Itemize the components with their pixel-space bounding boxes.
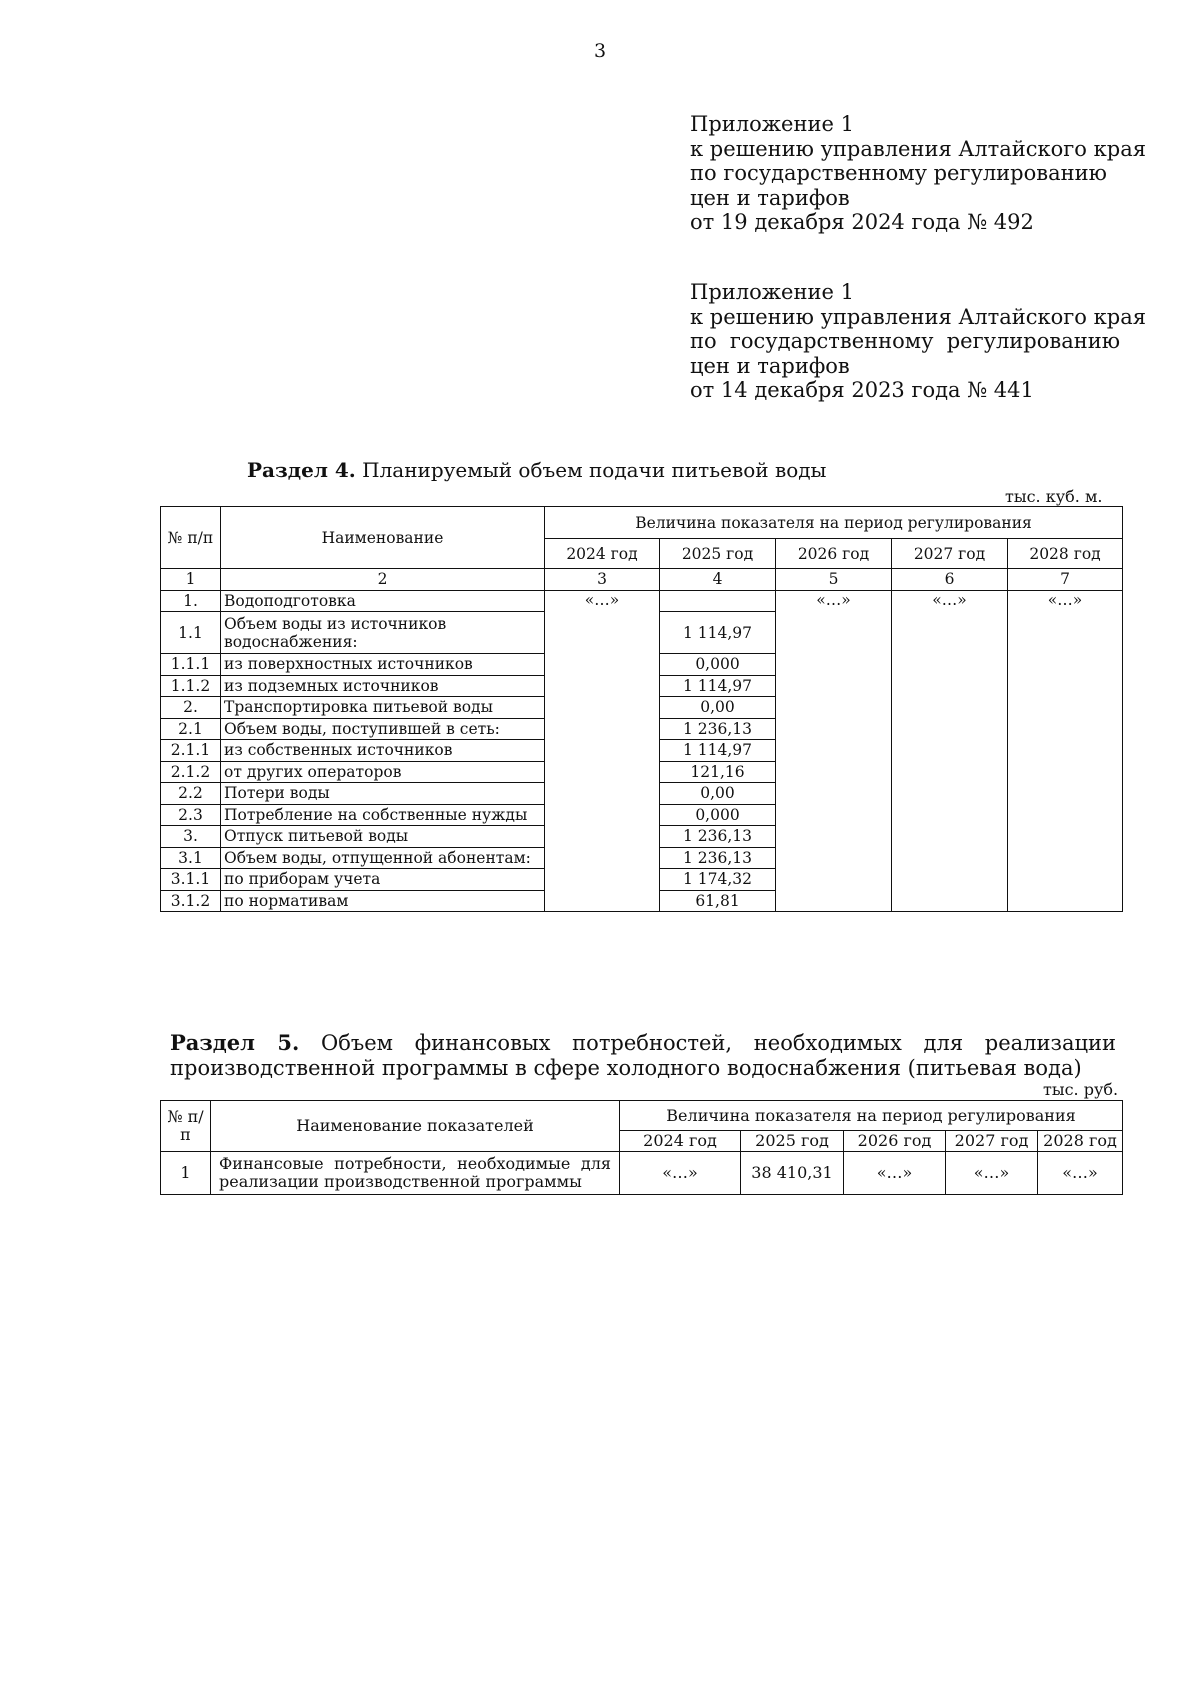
value-2026: «…» [844, 1152, 946, 1195]
empty-cell [892, 783, 1008, 805]
empty-cell [776, 783, 892, 805]
table-row [161, 675, 1123, 697]
row-name: Потери воды [221, 783, 545, 805]
row-name: Транспортировка питьевой воды [221, 697, 545, 719]
column-number: 1 [161, 569, 221, 591]
value-2027: «…» [946, 1152, 1038, 1195]
empty-cell [776, 869, 892, 891]
empty-cell [545, 697, 660, 719]
column-number: 4 [660, 569, 776, 591]
value-2025: 61,81 [660, 890, 776, 912]
row-name: из подземных источников [221, 675, 545, 697]
appendix-line: от 19 декабря 2024 года № 492 [690, 210, 1034, 234]
row-num: 3.1.1 [161, 869, 221, 891]
header-num: № п/п [161, 507, 221, 569]
empty-cell [545, 890, 660, 912]
empty-cell [545, 783, 660, 805]
empty-cell [545, 675, 660, 697]
table-row [161, 804, 1123, 826]
appendix-previous [690, 280, 1146, 403]
page-number: 3 [593, 40, 607, 62]
table-row [161, 847, 1123, 869]
value-2024: «…» [545, 590, 660, 612]
section5-title-label: Раздел 5. [170, 1030, 300, 1055]
header-num: № п/п [161, 1101, 211, 1152]
empty-cell [892, 740, 1008, 762]
header-year: 2026 год [776, 539, 892, 569]
column-number: 3 [545, 569, 660, 591]
table-row [161, 654, 1123, 676]
table-row [161, 697, 1123, 719]
row-num: 3.1.2 [161, 890, 221, 912]
empty-cell [776, 804, 892, 826]
row-name: из поверхностных источников [221, 654, 545, 676]
empty-cell [545, 826, 660, 848]
header-period: Величина показателя на период регулирования [620, 1101, 1123, 1131]
empty-cell [1008, 869, 1123, 891]
header-year: 2027 год [892, 539, 1008, 569]
empty-cell [545, 612, 660, 654]
empty-cell [1008, 654, 1123, 676]
empty-cell [892, 612, 1008, 654]
section4-title-text: Планируемый объем подачи питьевой воды [362, 458, 827, 482]
row-num: 2.3 [161, 804, 221, 826]
table-row [161, 826, 1123, 848]
empty-cell [545, 869, 660, 891]
empty-cell [1008, 697, 1123, 719]
empty-cell [545, 740, 660, 762]
empty-cell [892, 826, 1008, 848]
header-year: 2028 год [1008, 539, 1123, 569]
row-num: 1.1.2 [161, 675, 221, 697]
empty-cell [776, 847, 892, 869]
header-year: 2028 год [1038, 1131, 1123, 1152]
header-name: Наименование [221, 507, 545, 569]
row-num: 2.1.1 [161, 740, 221, 762]
header-name: Наименование показателей [211, 1101, 620, 1152]
table-row [161, 590, 1123, 612]
value-2025: 0,000 [660, 654, 776, 676]
row-num: 2. [161, 697, 221, 719]
row-num: 3.1 [161, 847, 221, 869]
empty-cell [776, 740, 892, 762]
empty-cell [776, 675, 892, 697]
value-2027: «…» [892, 590, 1008, 612]
section4-title-label: Раздел 4. [247, 458, 356, 482]
value-2025: 1 114,97 [660, 740, 776, 762]
empty-cell [892, 675, 1008, 697]
appendix-current [690, 112, 1146, 235]
value-2028: «…» [1008, 590, 1123, 612]
empty-cell [892, 890, 1008, 912]
empty-cell [1008, 761, 1123, 783]
section5-title [170, 1030, 1116, 1081]
column-number: 5 [776, 569, 892, 591]
value-2025: 1 114,97 [660, 675, 776, 697]
header-year: 2025 год [741, 1131, 844, 1152]
empty-cell [776, 697, 892, 719]
section5-unit: тыс. руб. [1043, 1080, 1119, 1099]
row-name: по нормативам [221, 890, 545, 912]
appendix-line: Приложение 1 [690, 112, 854, 136]
value-2024: «…» [620, 1152, 741, 1195]
column-number: 7 [1008, 569, 1123, 591]
row-num: 1 [161, 1152, 211, 1195]
empty-cell [892, 804, 1008, 826]
value-2026: «…» [776, 590, 892, 612]
value-2025: 1 236,13 [660, 847, 776, 869]
row-num: 1.1 [161, 612, 221, 654]
empty-cell [1008, 826, 1123, 848]
value-2025 [660, 590, 776, 612]
empty-cell [545, 654, 660, 676]
table-row [161, 612, 1123, 654]
value-2025: 121,16 [660, 761, 776, 783]
row-name: Потребление на собственные нужды [221, 804, 545, 826]
appendix-line: цен и тарифов [690, 353, 850, 378]
row-name: из собственных источников [221, 740, 545, 762]
header-year: 2026 год [844, 1131, 946, 1152]
empty-cell [892, 869, 1008, 891]
section5-title-text: Объем финансовых потребностей, необходимых для реализации [321, 1031, 1116, 1055]
column-number: 6 [892, 569, 1008, 591]
empty-cell [892, 847, 1008, 869]
section4-title [247, 458, 826, 482]
empty-cell [892, 654, 1008, 676]
empty-cell [892, 718, 1008, 740]
appendix-line: по государственному регулированию [690, 329, 1120, 353]
row-num: 2.1.2 [161, 761, 221, 783]
section5-title-line1 [170, 1030, 1116, 1056]
empty-cell [1008, 783, 1123, 805]
row-name: Объем воды, поступившей в сеть: [221, 718, 545, 740]
appendix-line: Приложение 1 [690, 280, 854, 304]
row-num: 2.2 [161, 783, 221, 805]
empty-cell [545, 847, 660, 869]
empty-cell [545, 761, 660, 783]
appendix-line: цен и тарифов [690, 185, 850, 210]
empty-cell [545, 804, 660, 826]
header-period: Величина показателя на период регулирования [545, 507, 1123, 539]
header-year: 2024 год [620, 1131, 741, 1152]
empty-cell [776, 826, 892, 848]
column-number: 2 [221, 569, 545, 591]
empty-cell [776, 654, 892, 676]
value-2025: 1 174,32 [660, 869, 776, 891]
empty-cell [892, 697, 1008, 719]
value-2025: 0,00 [660, 697, 776, 719]
header-year: 2024 год [545, 539, 660, 569]
value-2025: 1 236,13 [660, 718, 776, 740]
row-num: 3. [161, 826, 221, 848]
row-num: 1.1.1 [161, 654, 221, 676]
empty-cell [1008, 804, 1123, 826]
value-2028: «…» [1038, 1152, 1123, 1195]
value-2025: 1 236,13 [660, 826, 776, 848]
value-2025: 1 114,97 [660, 612, 776, 654]
empty-cell [1008, 890, 1123, 912]
empty-cell [1008, 718, 1123, 740]
value-2025: 0,00 [660, 783, 776, 805]
header-year: 2027 год [946, 1131, 1038, 1152]
row-name: Отпуск питьевой воды [221, 826, 545, 848]
appendix-line: по государственному регулированию [690, 161, 1107, 185]
table-row [161, 890, 1123, 912]
empty-cell [1008, 847, 1123, 869]
table-row [161, 783, 1123, 805]
empty-cell [1008, 740, 1123, 762]
empty-cell [545, 718, 660, 740]
table-row [161, 718, 1123, 740]
appendix-line: от 14 декабря 2023 года № 441 [690, 378, 1034, 402]
row-name: Объем воды, отпущенной абонентам: [221, 847, 545, 869]
row-num: 2.1 [161, 718, 221, 740]
empty-cell [1008, 675, 1123, 697]
value-2025: 38 410,31 [741, 1152, 844, 1195]
appendix-line: к решению управления Алтайского края [690, 136, 1146, 161]
empty-cell [776, 612, 892, 654]
row-name: Водоподготовка [221, 590, 545, 612]
header-year: 2025 год [660, 539, 776, 569]
empty-cell [776, 890, 892, 912]
row-name: от других операторов [221, 761, 545, 783]
row-name: Финансовые потребности, необходимые для реализации производственной программы [211, 1152, 620, 1195]
table-row [161, 1152, 1123, 1195]
appendix-line: к решению управления Алтайского края [690, 304, 1146, 329]
table-row [161, 740, 1123, 762]
section4-table [160, 506, 1123, 912]
empty-cell [892, 761, 1008, 783]
empty-cell [1008, 612, 1123, 654]
empty-cell [776, 761, 892, 783]
row-num: 1. [161, 590, 221, 612]
value-2025: 0,000 [660, 804, 776, 826]
empty-cell [776, 718, 892, 740]
table-row [161, 869, 1123, 891]
section5-table [160, 1100, 1123, 1195]
section5-title-line2: производственной программы в сфере холодного водоснабжения (питьевая вода) [170, 1056, 1082, 1080]
row-name: Объем воды из источников водоснабжения: [221, 612, 545, 654]
row-name: по приборам учета [221, 869, 545, 891]
table-row [161, 761, 1123, 783]
section4-unit: тыс. куб. м. [1005, 487, 1103, 506]
